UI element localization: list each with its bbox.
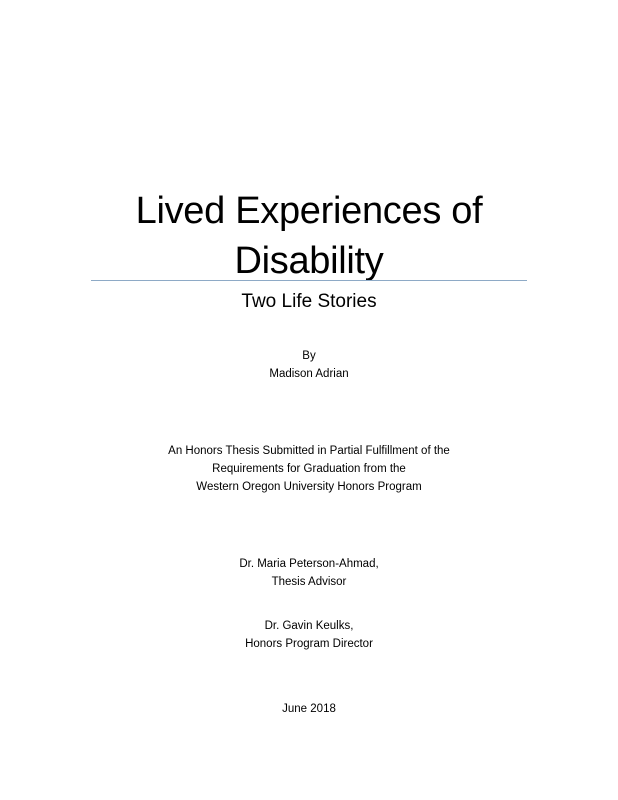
director-role: Honors Program Director: [245, 638, 373, 650]
program-director: [90, 617, 528, 653]
thesis-advisor: [90, 555, 528, 591]
advisor-name: Dr. Maria Peterson-Ahmad,: [239, 558, 379, 570]
advisor-role: Thesis Advisor: [271, 576, 347, 588]
document-subtitle: Two Life Stories: [241, 291, 377, 312]
byline: [90, 347, 528, 383]
thesis-statement-line-1: An Honors Thesis Submitted in Partial Fulfillment of the: [168, 445, 450, 457]
thesis-statement: [90, 442, 528, 496]
by-label: By: [302, 350, 316, 362]
director-name: Dr. Gavin Keulks,: [264, 620, 354, 632]
title-line-2: Disability: [234, 240, 384, 282]
document-title: [90, 186, 528, 286]
title-divider: [91, 280, 527, 281]
thesis-statement-line-3: Western Oregon University Honors Program: [196, 481, 422, 493]
title-line-1: Lived Experiences of: [135, 190, 483, 232]
submission-date: June 2018: [282, 703, 336, 715]
thesis-statement-line-2: Requirements for Graduation from the: [212, 463, 406, 475]
author-name: Madison Adrian: [269, 368, 349, 380]
